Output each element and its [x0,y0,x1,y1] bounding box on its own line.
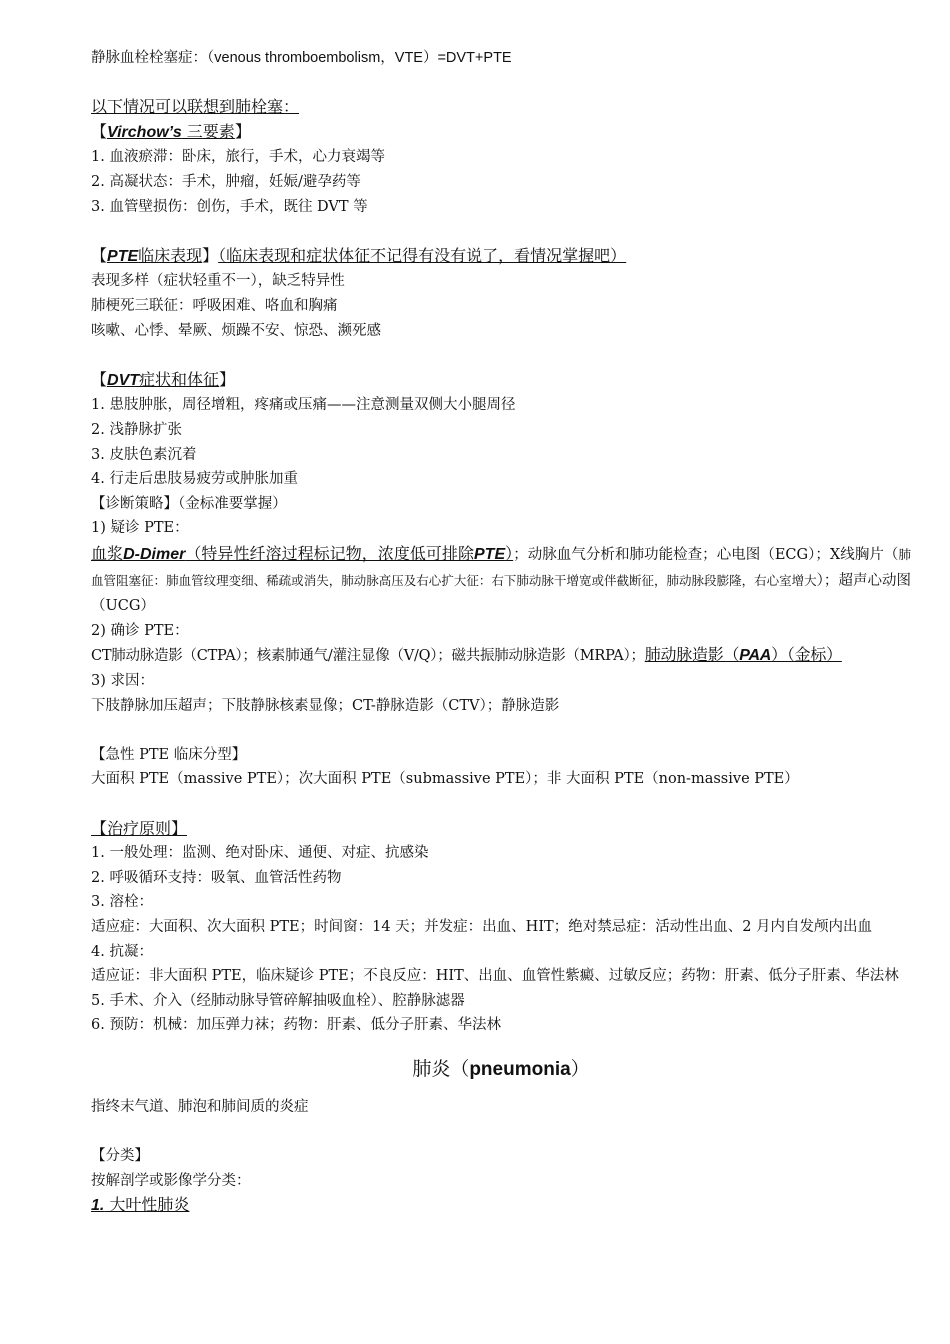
acute-pte-text: 大面积 PTE（massive PTE）；次大面积 PTE（submassive PTE）；非 大面积 PTE（non-massive PTE） [91,771,799,788]
item-text: 大叶性肺炎 [104,1195,190,1215]
list-item: 1. 血液瘀滞：卧床，旅行，手术，心力衰竭等 [91,149,385,166]
bracket: 】 [202,245,219,265]
diagnosis-step1-label: 1) 疑诊 PTE： [91,520,189,537]
bracket: 】 [219,369,236,389]
pte-note: （临床表现和症状体征不记得有没有说了，看情况掌握吧） [218,245,627,265]
diagnosis-heading: 【诊断策略】（金标准要掌握） [91,495,287,512]
list-item: 3. 皮肤色素沉着 [91,446,197,463]
pneumonia-definition: 指终末气道、肺泡和肺间质的炎症 [91,1098,309,1115]
gold-standard [645,645,842,664]
diagnosis-step2-label: 2) 确诊 PTE： [91,622,189,639]
text-fragment: CT肺动脉造影（CTPA）；核素肺通气/灌注显像（V/Q）；磁共振肺动脉造影（MRPA）； [91,648,645,665]
bracket: 】 [234,121,251,141]
pte-term: PTE [474,545,506,563]
text-line: 肺梗死三联征：呼吸困难、咯血和胸痛 [91,297,338,314]
text-fragment: ） [570,1057,590,1080]
classification-by: 按解剖学或影像学分类： [91,1172,251,1189]
bracket: 【 [91,121,108,141]
diagnosis-step2-text [91,643,911,669]
diagnosis-step1-text [91,541,911,619]
diagnosis-step3-label: 3) 求因： [91,673,154,690]
dvt-title: 症状和体征 [139,369,220,389]
list-item: 2. 呼吸循环支持：吸氧、血管活性药物 [91,869,342,886]
text-fragment: （特异性纤溶过程标记物，浓度低可排除 [185,543,474,563]
dvt-name: DVT [107,371,140,389]
ddimer-note [91,544,513,563]
bracket: 【 [91,245,108,265]
text-fragment: ；动脉血气分析和肺功能检查；心电图（ECG）；X线胸片（ [513,546,899,563]
pte-name: PTE [107,247,139,265]
list-item: 2. 浅静脉扩张 [91,421,182,438]
pte-title: 临床表现 [138,245,203,265]
diagnosis-step3-text: 下肢静脉加压超声；下肢静脉核素显像；CT-静脉造影（CTV）；静脉造影 [91,697,560,714]
text-line: 咳嗽、心悸、晕厥、烦躁不安、惊恐、濒死感 [91,322,381,339]
paa-term: PAA [739,647,772,665]
text-fragment: ）（金标） [771,645,842,665]
treatment-heading: 【治疗原则】 [91,818,188,838]
document-page [91,46,911,1219]
list-item: 4. 抗凝： [91,943,153,960]
list-item: 2. 高凝状态：手术，肿瘤，妊娠/避孕药等 [91,173,361,190]
pneumonia-title [91,1052,911,1087]
list-item: 5. 手术、介入（经肺动脉导管碎解抽吸血栓）、腔静脉滤器 [91,992,465,1009]
text-fragment: ）；超声心动图（UCG） [91,572,911,614]
text-fragment: 肺炎（ [412,1057,470,1080]
xray-signs: 肺血管阻塞征：肺血管纹理变细、稀疏或消失，肺动脉高压及右心扩大征：右下肺动脉干增宽或伴截断征，肺动脉段膨隆，右心室增大 [91,546,911,588]
list-item: 1. 一般处理：监测、绝对卧床、通便、对症、抗感染 [91,845,429,862]
virchow-title: 三要素 [181,121,235,141]
text-line: 表现多样（症状轻重不一），缺乏特异性 [91,273,345,290]
list-item: 6. 预防：机械：加压弹力袜；药物：肝素、低分子肝素、华法林 [91,1017,501,1034]
associate-heading: 以下情况可以联想到肺栓塞： [91,97,300,117]
classification-heading: 【分类】 [91,1148,149,1165]
virchow-name: Virchow’s [107,123,182,141]
virchow-heading [91,120,911,146]
text-fragment: ） [505,543,514,563]
anticoag-text: 适应证：非大面积 PTE，临床疑诊 PTE；不良反应：HIT、出血、血管性紫癜、过敏反应；药物：肝素、低分子肝素、华法林 [91,968,899,985]
text-fragment: 血浆 [91,543,124,563]
text-fragment: 肺动脉造影（ [644,645,740,665]
bracket: 【 [91,369,108,389]
list-item: 3. 溶栓： [91,894,153,911]
vte-definition: 静脉血栓栓塞症：（venous thromboembolism，VTE）=DVT+PTE [91,50,512,66]
thrombolysis-text: 适应症：大面积、次大面积 PTE；时间窗：14 天；并发症：出血、HIT；绝对禁忌症：活动性出血、2 月内自发颅内出血 [91,919,873,935]
pte-clinical-heading [91,244,911,270]
dvt-heading [91,368,911,394]
list-item: 3. 血管壁损伤：创伤，手术，既往 DVT 等 [91,198,368,215]
list-item: 1. 患肢肿胀，周径增粗，疼痛或压痛——注意测量双侧大小腿周径 [91,397,516,414]
acute-pte-heading: 【急性 PTE 临床分型】 [91,746,247,763]
ddimer-term: D-Dimer [123,545,186,563]
pneumonia-en: pneumonia [469,1058,571,1080]
list-item: 4. 行走后患肢易疲劳或肿胀加重 [91,471,298,488]
classification-item [91,1193,911,1219]
item-number: 1. [91,1197,105,1215]
